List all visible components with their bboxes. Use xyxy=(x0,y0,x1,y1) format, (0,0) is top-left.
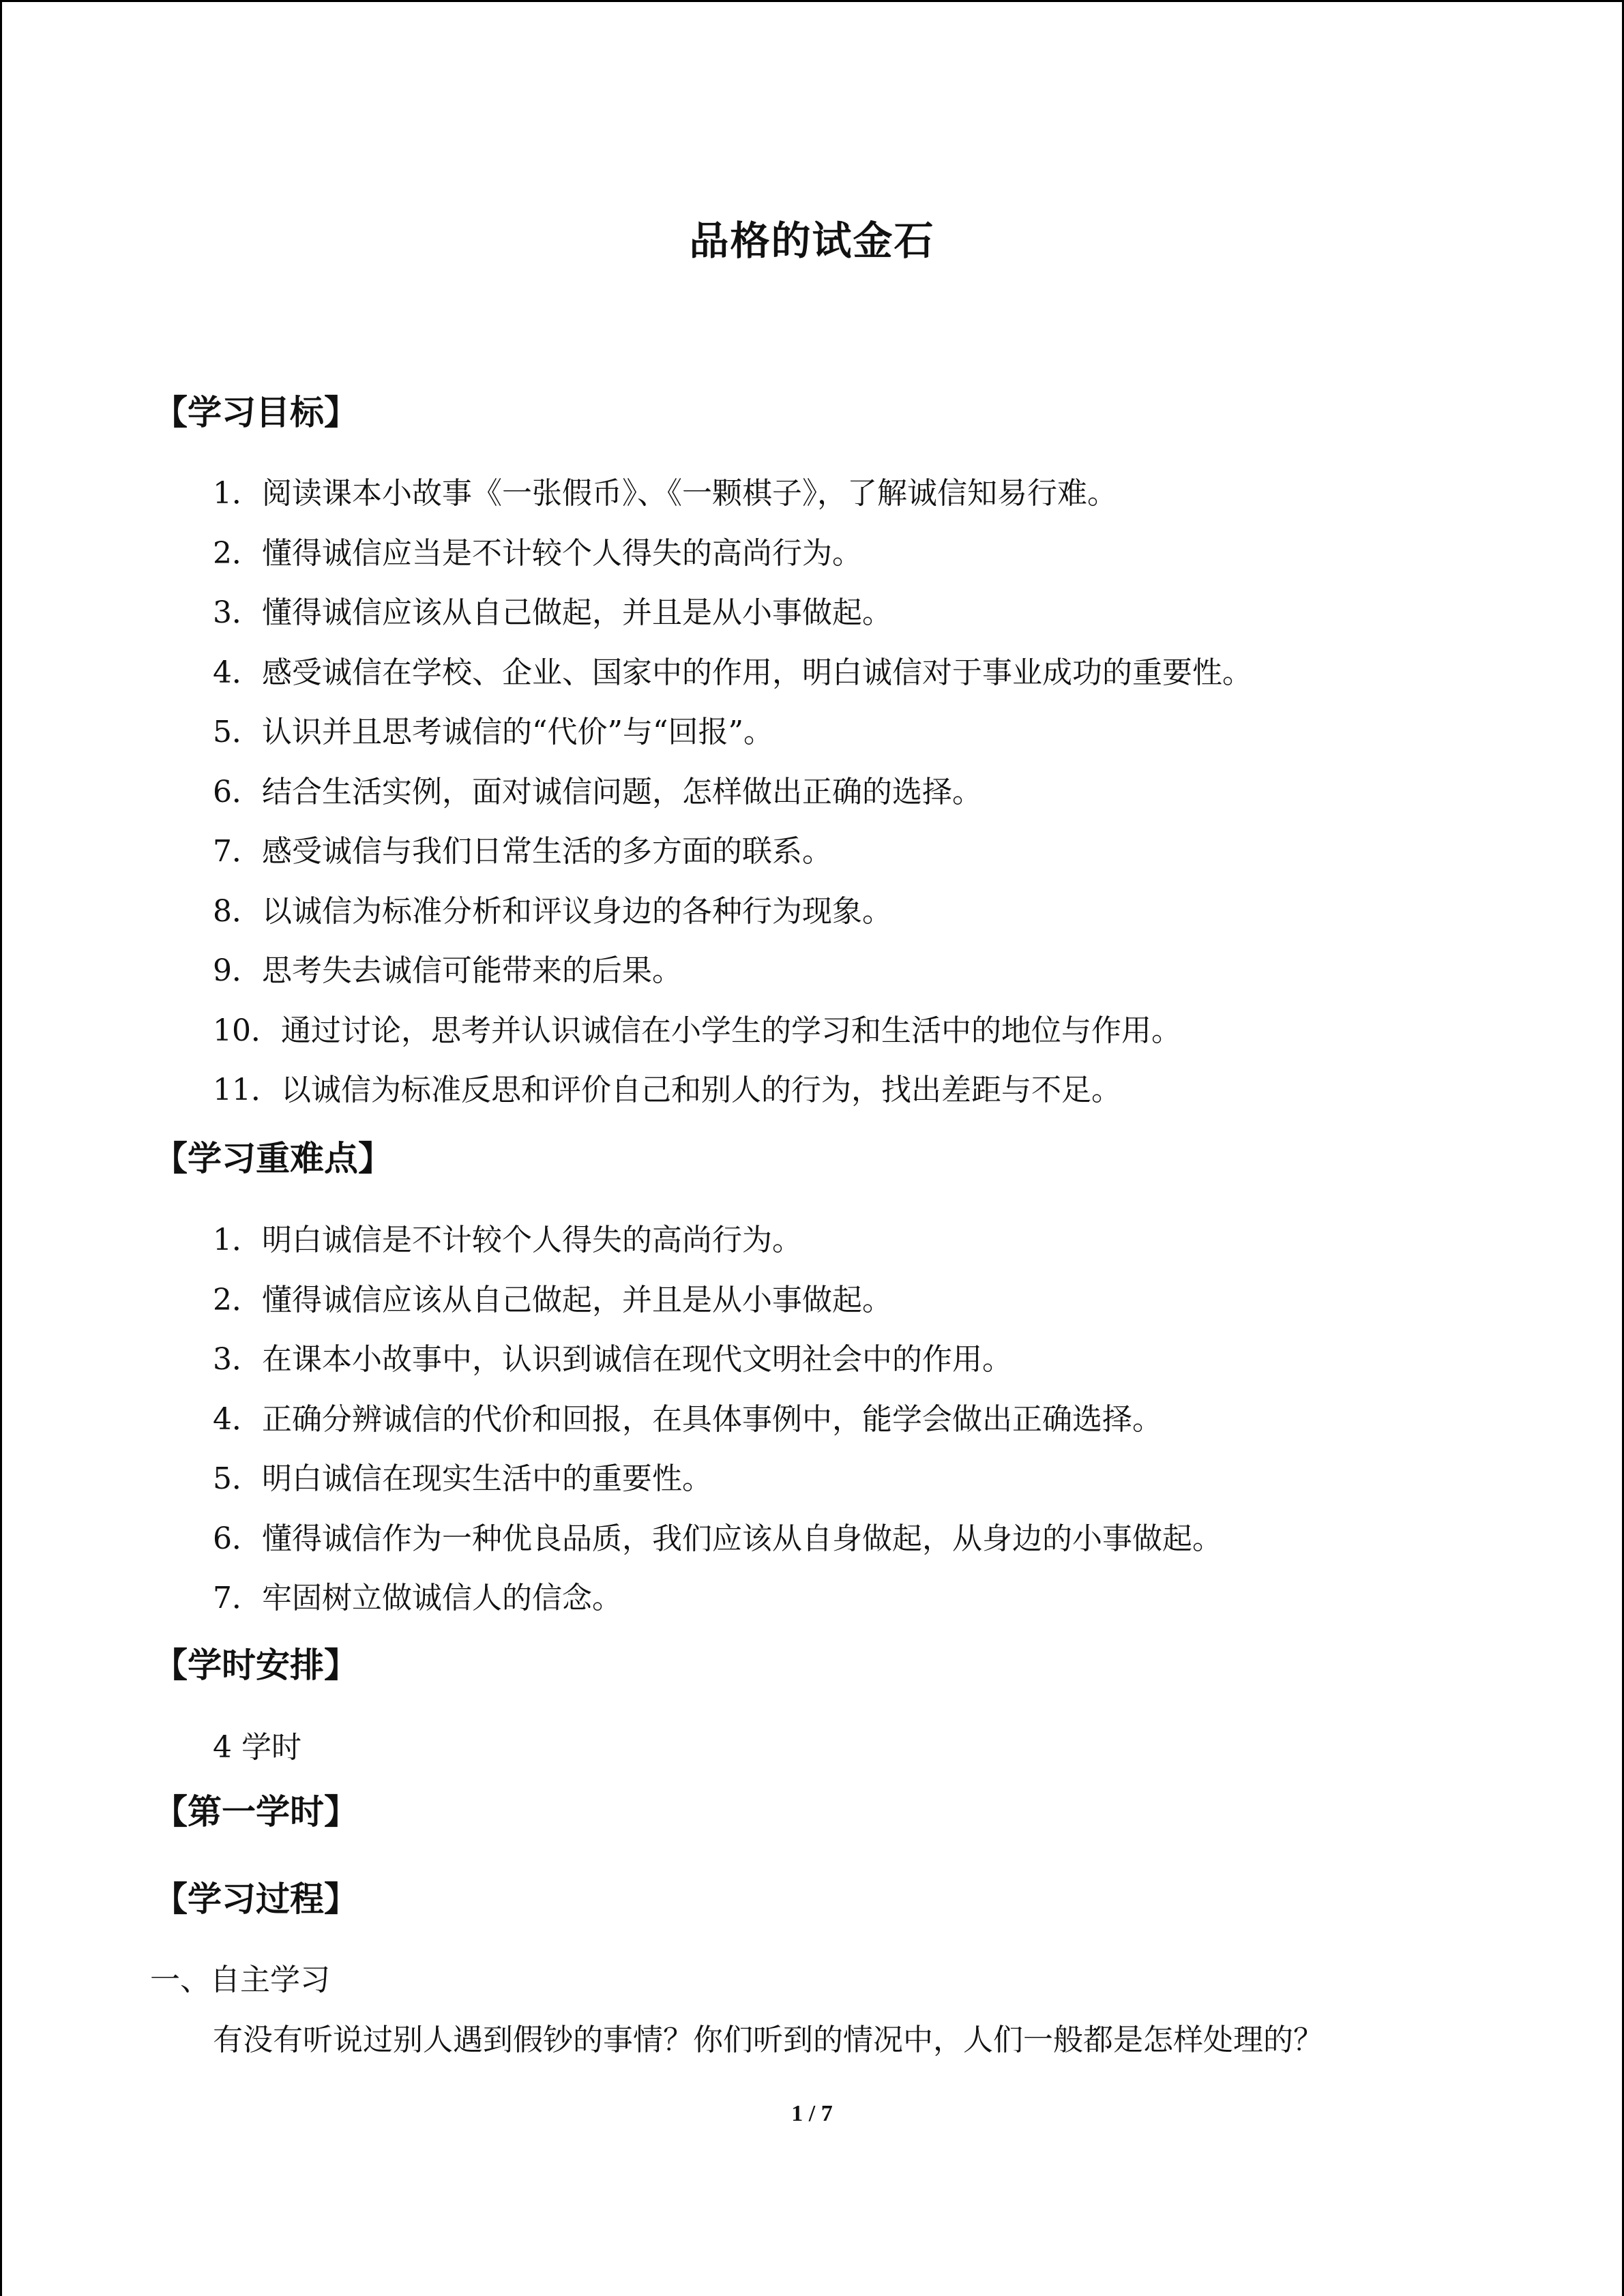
list-item: 7．感受诚信与我们日常生活的多方面的联系。 xyxy=(213,834,832,869)
list-item: 2．懂得诚信应当是不计较个人得失的高尚行为。 xyxy=(213,536,862,571)
section-heading-key-points: 【学习重难点】 xyxy=(153,1139,392,1178)
list-item: 1．明白诚信是不计较个人得失的高尚行为。 xyxy=(213,1223,802,1257)
list-item: 6．结合生活实例，面对诚信问题，怎样做出正确的选择。 xyxy=(213,775,982,809)
list-item: 5．明白诚信在现实生活中的重要性。 xyxy=(213,1461,712,1496)
section-heading-process: 【学习过程】 xyxy=(153,1879,358,1919)
list-item: 1．阅读课本小故事《一张假币》、《一颗棋子》，了解诚信知易行难。 xyxy=(213,476,1117,511)
section-heading-objectives: 【学习目标】 xyxy=(153,393,358,432)
page-number: 1 / 7 xyxy=(791,2101,833,2126)
list-item: 8．以诚信为标准分析和评议身边的各种行为现象。 xyxy=(213,894,892,929)
section-heading-first-period: 【第一学时】 xyxy=(153,1792,358,1832)
process-text: 有没有听说过别人遇到假钞的事情？你们听到的情况中，人们一般都是怎样处理的？ xyxy=(213,2023,1323,2057)
list-item: 9．思考失去诚信可能带来的后果。 xyxy=(213,953,682,988)
section-heading-schedule: 【学时安排】 xyxy=(153,1645,358,1685)
list-item: 4．感受诚信在学校、企业、国家中的作用，明白诚信对于事业成功的重要性。 xyxy=(213,655,1252,690)
list-item: 3．在课本小故事中，认识到诚信在现代文明社会中的作用。 xyxy=(213,1342,1012,1377)
list-item: 3．懂得诚信应该从自己做起，并且是从小事做起。 xyxy=(213,595,892,630)
list-item: 5．认识并且思考诚信的“代价”与“回报”。 xyxy=(213,715,773,749)
document-title: 品格的试金石 xyxy=(689,218,935,264)
list-item: 4．正确分辨诚信的代价和回报，在具体事例中，能学会做出正确选择。 xyxy=(213,1402,1162,1437)
list-item: 11．以诚信为标准反思和评价自己和别人的行为，找出差距与不足。 xyxy=(213,1073,1121,1107)
schedule-text: 4 学时 xyxy=(213,1730,301,1765)
process-subheading: 一、自主学习 xyxy=(150,1963,330,1997)
list-item: 2．懂得诚信应该从自己做起，并且是从小事做起。 xyxy=(213,1283,892,1317)
list-item: 6．懂得诚信作为一种优良品质，我们应该从自身做起，从身边的小事做起。 xyxy=(213,1521,1222,1556)
list-item: 10．通过讨论，思考并认识诚信在小学生的学习和生活中的地位与作用。 xyxy=(213,1013,1181,1048)
list-item: 7．牢固树立做诚信人的信念。 xyxy=(213,1581,622,1615)
